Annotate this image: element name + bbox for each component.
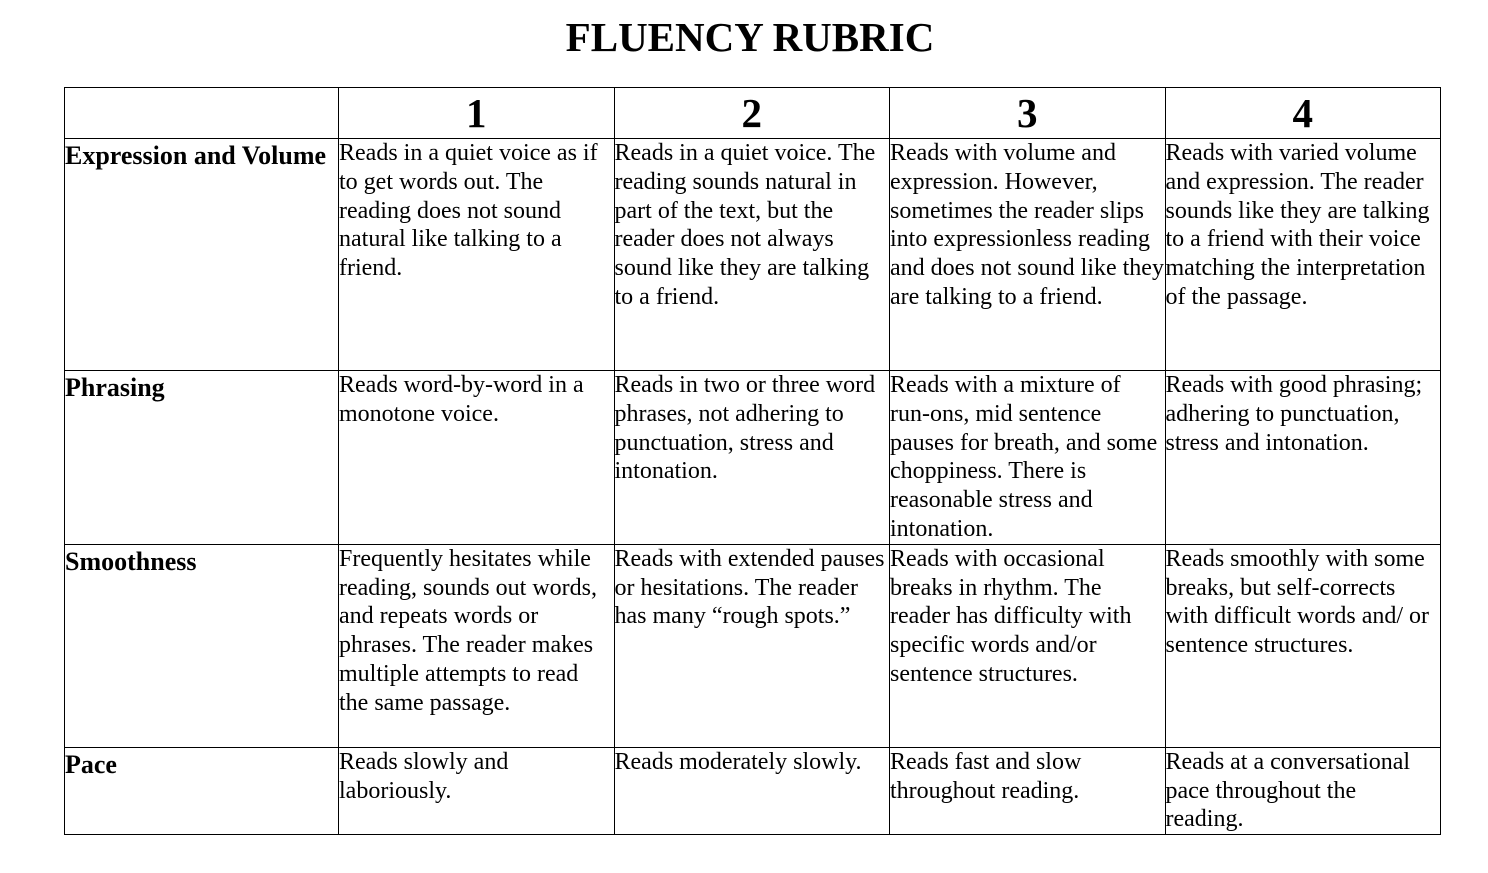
table-row (65, 139, 1441, 371)
table-row (65, 371, 1441, 545)
table-row (65, 544, 1441, 747)
descriptor-cell: Reads in two or three word phrases, not adhering to punctuation, stress and intonation. (614, 371, 890, 545)
score-header-3: 3 (890, 88, 1166, 139)
category-label: Expression and Volume (65, 139, 339, 371)
descriptor-cell: Reads with good phrasing; adhering to punctuation, stress and intonation. (1165, 371, 1441, 545)
descriptor-cell: Reads word-by-word in a monotone voice. (339, 371, 615, 545)
category-label: Pace (65, 747, 339, 834)
descriptor-cell: Reads with varied volume and expression. The reader sounds like they are talking to a friend with their voice matching the interpretation of the passage. (1165, 139, 1441, 371)
descriptor-cell: Reads with volume and expression. However, sometimes the reader slips into expressionless reading and does not sound like they are talking to a friend. (890, 139, 1166, 371)
descriptor-cell: Reads with occasional breaks in rhythm. The reader has difficulty with specific words and/or sentence structures. (890, 544, 1166, 747)
category-label: Phrasing (65, 371, 339, 545)
descriptor-cell: Reads smoothly with some breaks, but self-corrects with difficult words and/ or sentence structures. (1165, 544, 1441, 747)
descriptor-cell: Reads moderately slowly. (614, 747, 890, 834)
descriptor-cell: Frequently hesitates while reading, sounds out words, and repeats words or phrases. The reader makes multiple attempts to read the same passage. (339, 544, 615, 747)
table-row (65, 747, 1441, 834)
page-title: FLUENCY RUBRIC (565, 14, 935, 60)
descriptor-cell: Reads in a quiet voice. The reading sounds natural in part of the text, but the reader does not always sound like they are talking to a friend. (614, 139, 890, 371)
corner-cell (65, 88, 339, 139)
descriptor-cell: Reads slowly and laboriously. (339, 747, 615, 834)
descriptor-cell: Reads fast and slow throughout reading. (890, 747, 1166, 834)
descriptor-cell: Reads with a mixture of run-ons, mid sentence pauses for breath, and some choppiness. There is reasonable stress and intonation. (890, 371, 1166, 545)
score-header-2: 2 (614, 88, 890, 139)
category-label: Smoothness (65, 544, 339, 747)
score-header-1: 1 (339, 88, 615, 139)
descriptor-cell: Reads in a quiet voice as if to get words out. The reading does not sound natural like talking to a friend. (339, 139, 615, 371)
score-header-4: 4 (1165, 88, 1441, 139)
descriptor-cell: Reads at a conversational pace throughout the reading. (1165, 747, 1441, 834)
descriptor-cell: Reads with extended pauses or hesitations. The reader has many “rough spots.” (614, 544, 890, 747)
rubric-table (64, 87, 1441, 835)
header-row (65, 88, 1441, 139)
